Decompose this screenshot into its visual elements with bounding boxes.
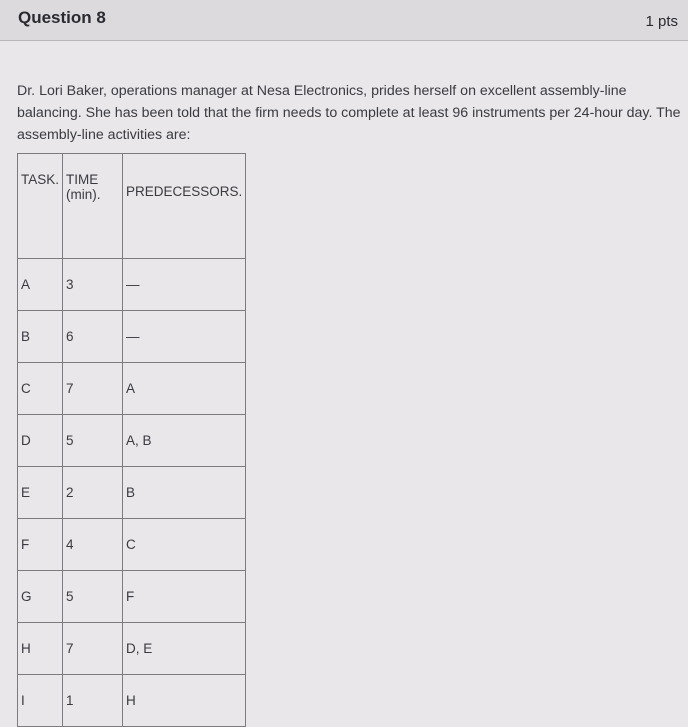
cell-task: G [18, 571, 63, 623]
table-row [18, 311, 246, 363]
activities-table [17, 153, 246, 727]
cell-time: 1 [63, 675, 123, 727]
cell-predecessors: B [123, 467, 246, 519]
table-row [18, 467, 246, 519]
cell-task: E [18, 467, 63, 519]
table-header-row [18, 154, 246, 259]
cell-predecessors: F [123, 571, 246, 623]
cell-task: F [18, 519, 63, 571]
cell-task: D [18, 415, 63, 467]
cell-time: 7 [63, 363, 123, 415]
cell-time: 6 [63, 311, 123, 363]
header-time: TIME (min). [63, 154, 123, 259]
question-header [0, 0, 688, 41]
cell-predecessors: — [123, 259, 246, 311]
cell-predecessors: C [123, 519, 246, 571]
table-row [18, 519, 246, 571]
cell-predecessors: A, B [123, 415, 246, 467]
cell-predecessors: — [123, 311, 246, 363]
question-title: Question 8 [18, 8, 106, 27]
table-row [18, 623, 246, 675]
table-row [18, 259, 246, 311]
cell-predecessors: D, E [123, 623, 246, 675]
cell-time: 2 [63, 467, 123, 519]
table-row [18, 415, 246, 467]
header-predecessors: PREDECESSORS. [123, 154, 246, 259]
table-row [18, 571, 246, 623]
cell-task: I [18, 675, 63, 727]
cell-time: 4 [63, 519, 123, 571]
cell-time: 5 [63, 571, 123, 623]
cell-task: H [18, 623, 63, 675]
cell-task: C [18, 363, 63, 415]
cell-predecessors: H [123, 675, 246, 727]
cell-time: 5 [63, 415, 123, 467]
cell-task: B [18, 311, 63, 363]
cell-task: A [18, 259, 63, 311]
table-row [18, 363, 246, 415]
question-points: 1 pts [645, 13, 678, 30]
cell-time: 7 [63, 623, 123, 675]
question-text: Dr. Lori Baker, operations manager at Nesa Electronics, prides herself on excellent assembly-line balancing. She has been told that the firm needs to complete at least 96 instruments per 24-hour day. The assembly-line activities are: [17, 83, 681, 143]
cell-predecessors: A [123, 363, 246, 415]
table-row [18, 675, 246, 727]
header-task: TASK. [18, 154, 63, 259]
cell-time: 3 [63, 259, 123, 311]
